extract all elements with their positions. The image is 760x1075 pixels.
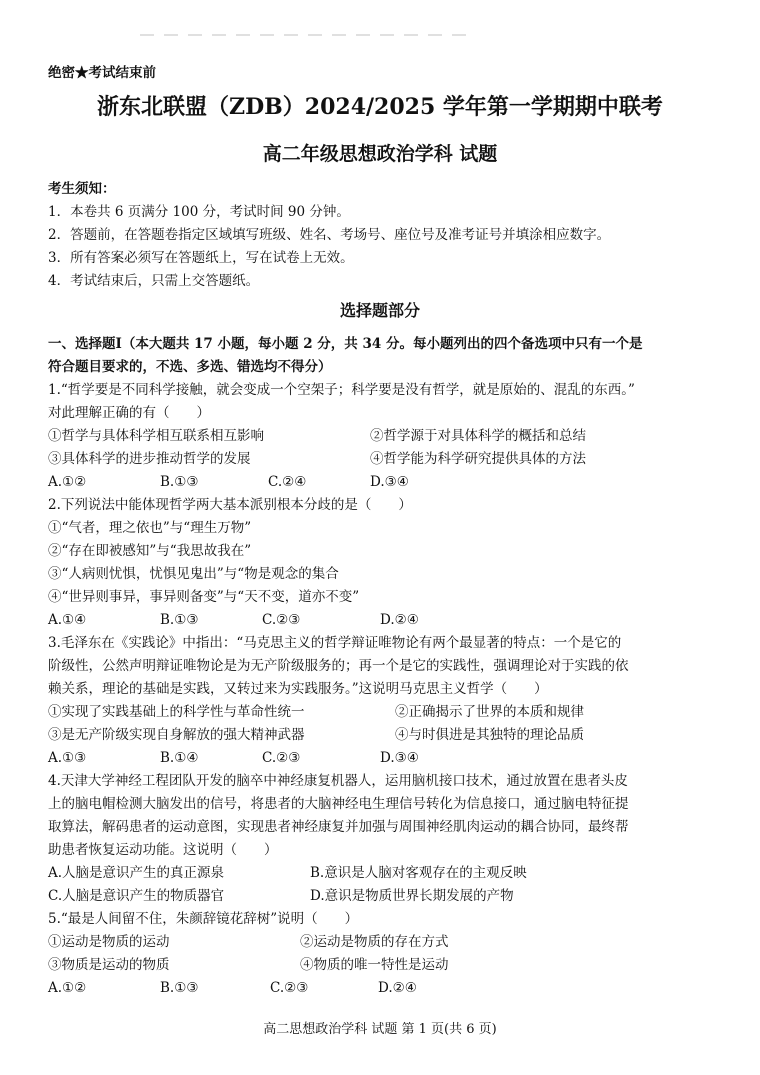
q3-choice-d: D.③④ bbox=[380, 750, 419, 766]
q1-option-2: ②哲学源于对具体科学的概括和总结 bbox=[370, 428, 586, 444]
q5-choice-b: B.①③ bbox=[160, 980, 199, 996]
page-footer: 高二思想政治学科 试题 第 1 页(共 6 页) bbox=[263, 1022, 497, 1037]
q3-option-3: ③是无产阶级实现自身解放的强大精神武器 bbox=[48, 727, 305, 743]
q5-option-2: ②运动是物质的存在方式 bbox=[300, 934, 449, 950]
q3-choice-b: B.①④ bbox=[160, 750, 199, 766]
section-title: 选择题部分 bbox=[339, 301, 420, 320]
exam-title: 浙东北联盟（ZDB）2024/2025 学年第一学期期中联考 bbox=[97, 94, 663, 120]
q2-option-1: ①“气者，理之依也”与“理生万物” bbox=[48, 520, 252, 536]
q4-stem-cont: 助患者恢复运动功能。这说明（ ） bbox=[48, 842, 278, 858]
q2-option-4: ④“世异则事异，事异则备变”与“天不变，道亦不变” bbox=[48, 589, 360, 605]
q3-stem-cont: 阶级性，公然声明辩证唯物论是为无产阶级服务的；再一个是它的实践性，强调理论对于实践的依 bbox=[48, 658, 629, 674]
q1-option-3: ③具体科学的进步推动哲学的发展 bbox=[48, 451, 251, 467]
q3-choice-c: C.②③ bbox=[262, 750, 301, 766]
notice-item: 3．所有答案必须写在答题纸上，写在试卷上无效。 bbox=[48, 250, 354, 266]
q2-choice-d: D.②④ bbox=[380, 612, 419, 628]
q1-choice-c: C.②④ bbox=[268, 474, 307, 490]
q1-choice-b: B.①③ bbox=[160, 474, 199, 490]
q1-stem: 1.“哲学要是不同科学接触，就会变成一个空架子；科学要是没有哲学，就是原始的、混乱的东西。” bbox=[48, 382, 635, 398]
q5-option-1: ①运动是物质的运动 bbox=[48, 934, 170, 950]
q1-choice-a: A.①② bbox=[48, 474, 87, 490]
q3-option-2: ②正确揭示了世界的本质和规律 bbox=[395, 704, 584, 720]
q5-choice-c: C.②③ bbox=[270, 980, 309, 996]
q2-choice-b: B.①③ bbox=[160, 612, 199, 628]
q4-choice-c: C.人脑是意识产生的物质器官 bbox=[48, 888, 225, 904]
part1-instruction: 一、选择题Ⅰ（本大题共 17 小题，每小题 2 分，共 34 分。每小题列出的四个备选项中只有一个是 bbox=[48, 336, 643, 352]
q1-stem-cont: 对此理解正确的有（ ） bbox=[48, 405, 210, 421]
notice-item: 1．本卷共 6 页满分 100 分，考试时间 90 分钟。 bbox=[48, 204, 350, 220]
q2-choice-c: C.②③ bbox=[262, 612, 301, 628]
q4-choice-d: D.意识是物质世界长期发展的产物 bbox=[310, 888, 514, 904]
q3-stem-cont: 赖关系，理论的基础是实践，又转过来为实践服务。”这说明马克思主义哲学（ ） bbox=[48, 681, 548, 697]
q2-stem: 2.下列说法中能体现哲学两大基本派别根本分歧的是（ ） bbox=[48, 497, 412, 513]
notice-heading: 考生须知： bbox=[48, 181, 116, 197]
q2-option-2: ②“存在即被感知”与“我思故我在” bbox=[48, 543, 252, 559]
secret-label: 绝密★考试结束前 bbox=[48, 65, 156, 81]
q5-stem: 5.“最是人间留不住，朱颜辞镜花辞树”说明（ ） bbox=[48, 911, 359, 927]
q1-option-4: ④哲学能为科学研究提供具体的方法 bbox=[370, 451, 586, 467]
exam-subtitle: 高二年级思想政治学科 试题 bbox=[262, 143, 498, 165]
q5-option-3: ③物质是运动的物质 bbox=[48, 957, 170, 973]
q3-option-1: ①实现了实践基础上的科学性与革命性统一 bbox=[48, 704, 305, 720]
q4-stem-cont: 上的脑电帽检测大脑发出的信号，将患者的大脑神经电生理信号转化为信息接口，通过脑电特征提 bbox=[48, 796, 629, 812]
q3-option-4: ④与时俱进是其独特的理论品质 bbox=[395, 727, 584, 743]
q5-choice-a: A.①② bbox=[48, 980, 87, 996]
q5-choice-d: D.②④ bbox=[378, 980, 417, 996]
q3-stem: 3.毛泽东在《实践论》中指出：“马克思主义的哲学辩证唯物论有两个最显著的特点：一个是它的 bbox=[48, 635, 622, 651]
q2-choice-a: A.①④ bbox=[48, 612, 87, 628]
q4-choice-a: A.人脑是意识产生的真正源泉 bbox=[48, 865, 225, 881]
notice-item: 2．答题前，在答题卷指定区域填写班级、姓名、考场号、座位号及准考证号并填涂相应数字。 bbox=[48, 227, 611, 243]
q4-stem: 4.天津大学神经工程团队开发的脑卒中神经康复机器人，运用脑机接口技术，通过放置在患者头皮 bbox=[48, 773, 628, 789]
q3-choice-a: A.①③ bbox=[48, 750, 87, 766]
q1-choice-d: D.③④ bbox=[370, 474, 409, 490]
faint-header-artifact bbox=[140, 34, 470, 36]
q2-option-3: ③“人病则忧惧，忧惧见鬼出”与“物是观念的集合 bbox=[48, 566, 339, 582]
q1-option-1: ①哲学与具体科学相互联系相互影响 bbox=[48, 428, 264, 444]
part1-instruction-cont: 符合题目要求的，不选、多选、错选均不得分） bbox=[48, 359, 332, 375]
q4-choice-b: B.意识是人脑对客观存在的主观反映 bbox=[310, 865, 527, 881]
notice-item: 4．考试结束后，只需上交答题纸。 bbox=[48, 273, 260, 289]
q4-stem-cont: 取算法，解码患者的运动意图，实现患者神经康复并加强与周围神经肌肉运动的耦合协同，最终帮 bbox=[48, 819, 629, 835]
q5-option-4: ④物质的唯一特性是运动 bbox=[300, 957, 449, 973]
